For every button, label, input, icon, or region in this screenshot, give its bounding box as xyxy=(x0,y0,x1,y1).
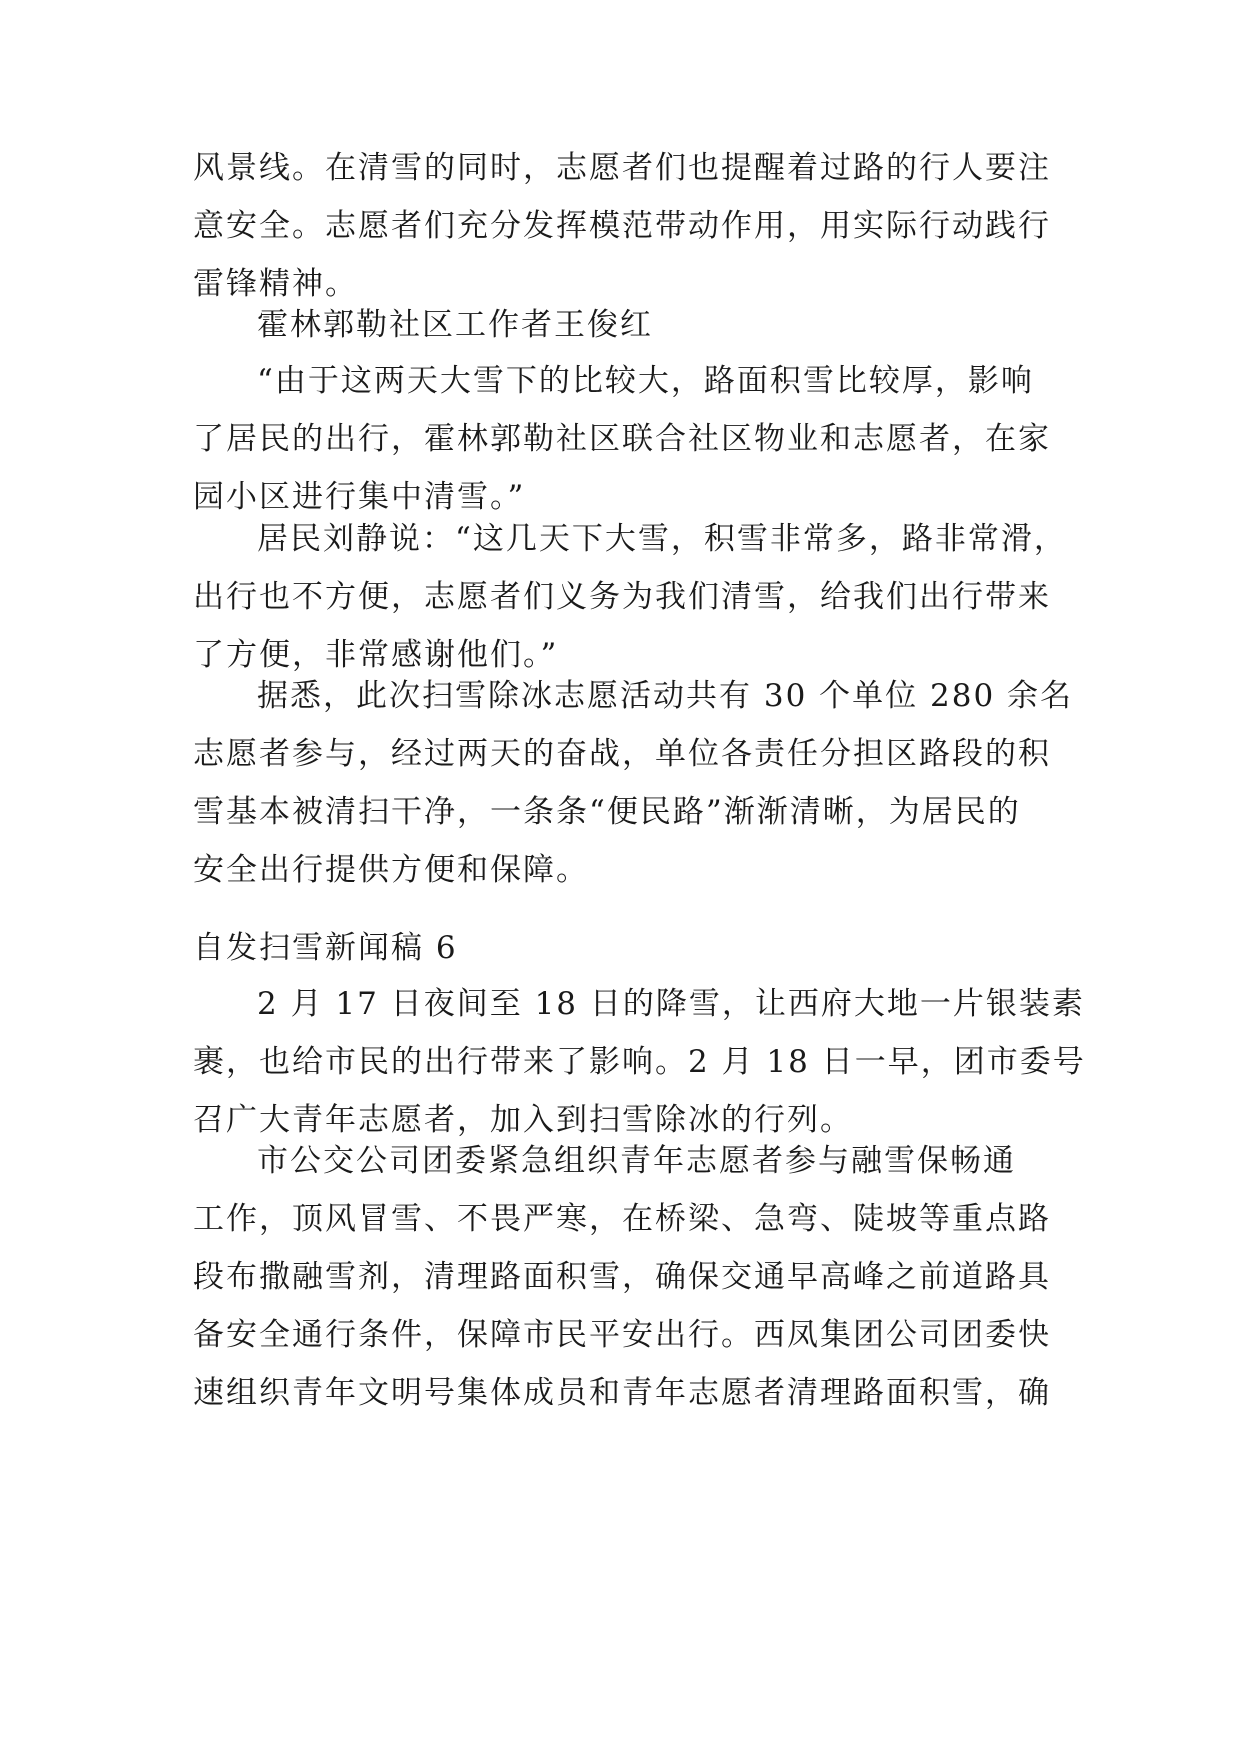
paragraph-line: 裹，也给市民的出行带来了影响。2 月 18 日一早，团市委号 xyxy=(193,1044,1086,1080)
paragraph-line: 出行也不方便，志愿者们义务为我们清雪，给我们出行带来 xyxy=(193,579,1051,615)
section2-heading xyxy=(193,919,1053,977)
paragraph-line: 居民刘静说：“这几天下大雪，积雪非常多，路非常滑， xyxy=(257,521,1067,557)
paragraph-line: 2 月 17 日夜间至 18 日的降雪，让西府大地一片银装素 xyxy=(257,986,1085,1022)
paragraph-line: 风景线。在清雪的同时，志愿者们也提醒着过路的行人要注 xyxy=(193,150,1051,186)
section-heading: 自发扫雪新闻稿 6 xyxy=(193,930,458,966)
paragraph-line: 据悉，此次扫雪除冰志愿活动共有 30 个单位 280 余名 xyxy=(257,678,1074,714)
paragraph-line: 安全出行提供方便和保障。 xyxy=(193,852,589,888)
section2-paragraph-2 xyxy=(193,1132,1053,1422)
paragraph-line: 雪基本被清扫干净，一条条“便民路”渐渐清晰，为居民的 xyxy=(193,794,1021,830)
summary-paragraph xyxy=(193,667,1074,899)
paragraph-line: 工作，顶风冒雪、不畏严寒，在桥梁、急弯、陡坡等重点路 xyxy=(193,1201,1051,1237)
paragraph-line: 霍林郭勒社区工作者王俊红 xyxy=(257,307,653,343)
quote-paragraph-2 xyxy=(193,510,1067,684)
paragraph-line: 段布撒融雪剂，清理路面积雪，确保交通早高峰之前道路具 xyxy=(193,1259,1051,1295)
paragraph-line: 雷锋精神。 xyxy=(193,266,358,302)
paragraph-line: 意安全。志愿者们充分发挥模范带动作用，用实际行动践行 xyxy=(193,208,1051,244)
section1-paragraph-intro xyxy=(193,139,1053,313)
paragraph-line: 了方便，非常感谢他们。” xyxy=(193,637,559,673)
paragraph-line: “由于这两天大雪下的比较大，路面积雪比较厚，影响 xyxy=(257,363,1034,399)
paragraph-line: 志愿者参与，经过两天的奋战，单位各责任分担区路段的积 xyxy=(193,736,1051,772)
quote-paragraph-1 xyxy=(193,352,1053,526)
paragraph-line: 市公交公司团委紧急组织青年志愿者参与融雪保畅通 xyxy=(257,1143,1016,1179)
paragraph-line: 园小区进行集中清雪。” xyxy=(193,479,526,515)
section2-paragraph-1 xyxy=(193,975,1086,1149)
paragraph-line: 召广大青年志愿者，加入到扫雪除冰的行列。 xyxy=(193,1102,853,1138)
speaker-line xyxy=(193,296,1053,354)
paragraph-line: 速组织青年文明号集体成员和青年志愿者清理路面积雪，确 xyxy=(193,1375,1051,1411)
paragraph-line: 了居民的出行，霍林郭勒社区联合社区物业和志愿者，在家 xyxy=(193,421,1051,457)
paragraph-line: 备安全通行条件，保障市民平安出行。西凤集团公司团委快 xyxy=(193,1317,1051,1353)
